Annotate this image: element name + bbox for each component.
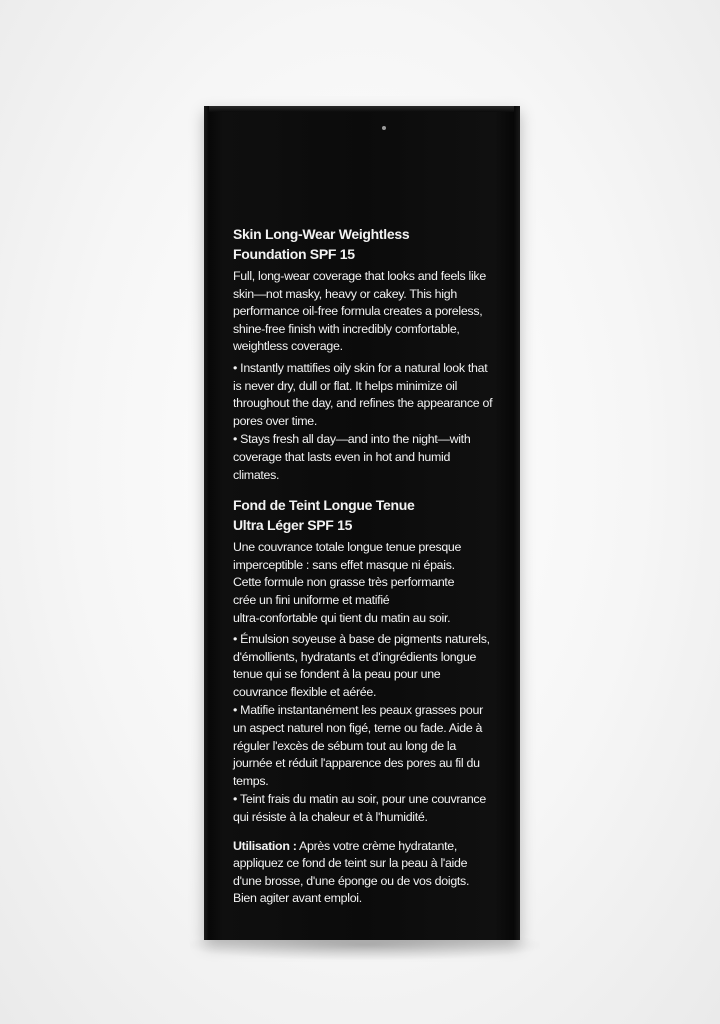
french-bullet-2: • Matifie instantanément les peaux grasses pour un aspect naturel non figé, terne ou fade. Aide à réguler l'excès de sébum tout au long de la journée et réduit l'apparence des pores au fil du temps.	[233, 703, 483, 788]
box-top-mark	[382, 126, 386, 130]
english-bullet-2: • Stays fresh all day—and into the night—with coverage that lasts even in hot and humid climates.	[233, 432, 471, 482]
english-title	[233, 224, 495, 264]
box-right-edge	[514, 106, 520, 940]
french-description-line: imperceptible : sans effet masque ni épais.	[233, 557, 455, 572]
french-usage	[233, 838, 495, 908]
french-description-line: Cette formule non grasse très performante	[233, 575, 455, 590]
english-title-line1: Skin Long-Wear Weightless	[233, 226, 410, 242]
french-bullet-3: • Teint frais du matin au soir, pour une couvrance qui résiste à la chaleur et à l'humidité.	[233, 792, 486, 825]
english-bullet-1: • Instantly mattifies oily skin for a natural look that is never dry, dull or flat. It helps minimize oil throughout the day, and refines the appearance of pores over time.	[233, 360, 493, 428]
usage-label: Utilisation :	[233, 838, 297, 853]
french-description-line: ultra-confortable qui tient du matin au soir.	[233, 610, 451, 625]
box-top-edge	[204, 106, 520, 112]
english-title-line2: Foundation SPF 15	[233, 246, 355, 262]
french-description-line: Une couvrance totale longue tenue presque	[233, 540, 462, 555]
french-description-line: crée un fini uniforme et matifié	[233, 592, 390, 607]
product-box	[204, 106, 520, 940]
section-gap	[233, 485, 495, 495]
box-text-panel	[233, 224, 495, 912]
english-description: Full, long-wear coverage that looks and feels like skin—not masky, heavy or cakey. This high performance oil-free formula creates a poreless, shine-free finish with incredibly comfortable, weightless coverage.	[233, 269, 486, 354]
usage-text: Après votre crème hydratante, appliquez ce fond de teint sur la peau à l'aide d'une brosse, d'une éponge ou de vos doigts. Bien agiter avant emploi.	[233, 838, 470, 906]
box-left-edge	[204, 106, 209, 940]
section-gap	[233, 828, 495, 838]
french-title	[233, 495, 495, 535]
french-bullet-1: • Émulsion soyeuse à base de pigments naturels, d'émollients, hydratants et d'ingrédients longue tenue qui se fondent à la peau pour une couvrance flexible et aérée.	[233, 632, 490, 699]
french-title-line2: Ultra Léger SPF 15	[233, 517, 353, 534]
french-title-line1: Fond de Teint Longue Tenue	[233, 497, 415, 514]
french-description	[233, 539, 495, 627]
